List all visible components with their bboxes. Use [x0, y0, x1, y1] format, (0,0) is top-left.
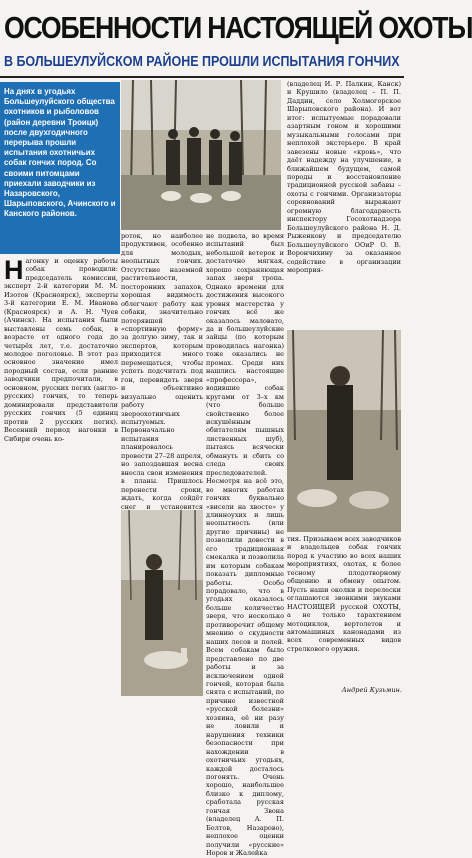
hunters-and-hounds-photo — [287, 330, 401, 532]
column-4-upper-text: (владелец И. Р. Палкин, Канск) и Крушило (владелец – П. П. Даддин, село Холмогорское Шарыповского района). И вот итог: испытуемые порадовали азартным гоном и хорошими музыкальными голосами при неплохой экстерьере. В край завезены новые «кровь», что даёт надежду на улучшение, в ближайшем будущем, самой породы и восстановление традиционной русской забавы – охоты с гончими. Организаторы соревнований выражают огромную благодарность инспектору Госохотнадзора Большеулуйского района Н. Д. Рыженкову и председателю Большеулуйского ООиР О. В. Ворончихину за оказанное содействие в организации мероприя- — [287, 80, 401, 274]
column-2 — [121, 232, 203, 522]
column-2-text: роток, но наиболее продуктивен, особенно для молодых, неопытных гончих. Отсутствие наземной растительности, посторонних запахов, хорошая видимость облегчают работу как собаки, значительно потерявшей «спортивную форму» за долгую зиму, так и экспертов, которым приходится много перемещаться, чтобы успеть подсчитать под гон, перевидеть зверя и объективно визуально оценить работу звероохотничьих испытуемых. Первоначально испытания планировалось провести 27–28 апреля, но запоздавшая весна внесла свои изменения в планы. Пришлось перенести сроки, ждать, когда сойдёт снег и установится — [121, 232, 203, 511]
column-4-lower-text: тия. Призываем всех заводчиков и владельцев собак гончих пород к участию во всех наших мероприятиях, охотах, к более тесному плодотворному общению и обмену опытом. Пусть наши околки и перелески оглашаются звонкими звуками НАСТОЯЩЕЙ русской ОХОТЫ, а не только тарахтением мотоциклов, вертолетов и автомашиных канонадами из всех современных видов стрелкового оружия. — [287, 535, 401, 653]
column-4-upper — [287, 80, 401, 328]
divider — [0, 76, 404, 78]
drop-cap: Н — [4, 255, 24, 285]
column-4-lower — [287, 535, 401, 685]
column-3 — [206, 232, 284, 858]
column-1-text: агонку и оценку работы собак проводили: председатель комиссии, эксперт 2-й категории М. М. Изотов (Красноярск), эксперты 3-й категории Е. М. Иванова (Красноярск) и А. Н. Чуев (Ачинск). На испытания были выставлены семь собак, в возрасте от одного года до четырёх лет, т.е. достаточно молодое поголовье. В этот раз основное значение имел породный состав, если ранние заводчики предпочитали, в основном, русских пегих (англо-русских) гончих, то теперь доминировали представители русских гончих (5 единиц против 2 русских пегих). Весенний период нагонки в Сибири очень ко- — [4, 257, 118, 443]
lead-paragraph: На днях в угодьях Большеулуйского общества охотников и рыболовов (район деревни Троицк) после двухгодичного перерыва прошли испытания охотничьих собак гончих пород. Со своими питомцами приехали заводчики из Назаровского, Шарыповского, Ачинского и Канского районов. — [0, 82, 120, 254]
hunter-with-dog-photo — [121, 510, 203, 696]
subheadline: В БОЛЬШЕУЛУЙСКОМ РАЙОНЕ ПРОШЛИ ИСПЫТАНИЯ ГОНЧИХ — [4, 54, 400, 70]
column-1 — [4, 257, 118, 697]
column-3-text: не подвела, во время испытаний был небольшой ветерок и достаточно мягкая, хорошо сохраняющая запах зверя тропа. Однако времени для достижения высокого уровня мастерства у гончих всё же оказалось маловато, да и большеулуйские зайцы (по которым проводилась нагонка) тоже оказались не промах. Среди них нашлись настоящие «профессора», водившие собак кругами от 3–х км (что больше свойственно более искушённым обитателям пышных лиственных шуб), пытаясь всячески обмануть и сбить со следа своих преследователей. Несмотря на всё это, во многих работах гончих буквально «висели на хвосте» у длинноухих и лишь неопытность (или другие причины) не позволили довести в его традиционная смекалка и позволила им которым собакам показать дипломные работы. Особо порадовало, что в угодьях оказалось больше количество зверя, что несколько противоречит общему мнению о скудности наших лесов и полей. Всем собакам было представлено по две работы и за исключением одной гончей, которая была снята с испытаний, по причине известной «русской болезни» хозяина, её ни разу не ловили и нарушения техники безопасности при нахождении в охотничьих угодьях, каждой досталось погонять. Очень хорошо, наибольшее близко к диплому, сработала русская гончая Звона (владелец А. П. Болтов, Назарово), неплохое оценки получили «русские» Норов и Жалейка — [206, 232, 284, 858]
author-signature: Андрей Кузьмин. — [341, 686, 402, 694]
headline: ОСОБЕННОСТИ НАСТОЯЩЕЙ ОХОТЫ — [4, 10, 472, 45]
hunters-group-photo — [121, 80, 281, 230]
